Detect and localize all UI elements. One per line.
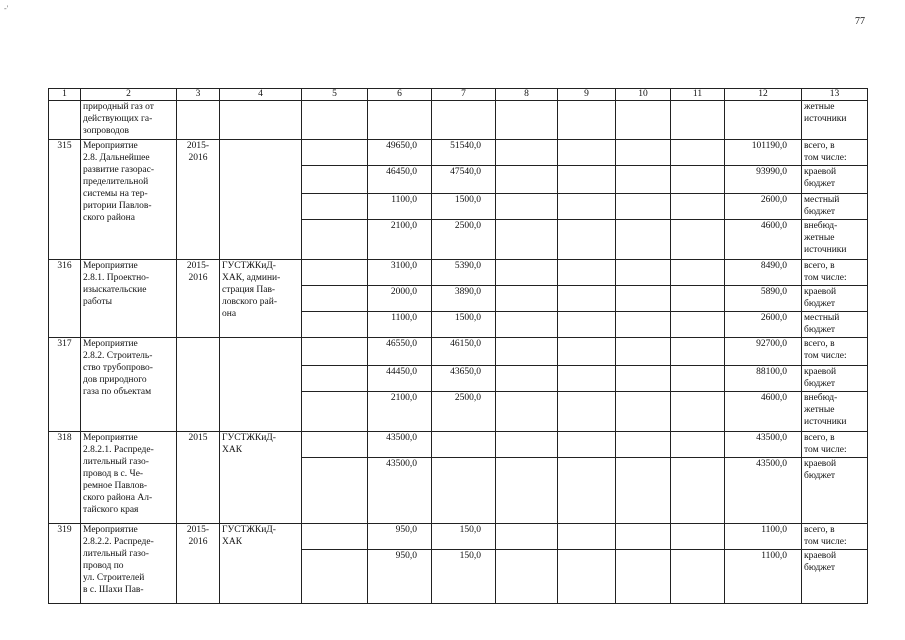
col11-cell	[671, 366, 725, 392]
col9-cell	[558, 458, 616, 524]
col9-cell	[558, 101, 616, 140]
funding-source-cell: внебюд- жетные источники	[802, 220, 868, 260]
col5-cell	[302, 194, 368, 220]
amount-2015-cell: 2100,0	[368, 220, 432, 260]
col10-cell	[616, 312, 671, 338]
measure-name-cell: природный газ от действующих га- зопроводов	[81, 101, 177, 140]
funding-source-cell: всего, в том числе:	[802, 260, 868, 286]
funding-source-cell: краевой бюджет	[802, 166, 868, 194]
row-number-cell	[49, 101, 81, 140]
col10-cell	[616, 260, 671, 286]
header-cell: 1	[49, 89, 81, 101]
amount-2016-cell: 51540,0	[432, 140, 496, 166]
col11-cell	[671, 220, 725, 260]
total-cell: 4600,0	[725, 220, 802, 260]
measure-row	[49, 338, 868, 366]
executor-cell: ГУСТЖКиД- ХАК	[220, 524, 302, 604]
amount-2015-cell: 1100,0	[368, 312, 432, 338]
col9-cell	[558, 338, 616, 366]
measure-row	[49, 140, 868, 166]
total-cell: 1100,0	[725, 524, 802, 550]
col9-cell	[558, 166, 616, 194]
col5-cell	[302, 524, 368, 550]
row-number-cell: 318	[49, 432, 81, 524]
col5-cell	[302, 392, 368, 432]
funding-source-cell: местный бюджет	[802, 312, 868, 338]
measure-row	[49, 432, 868, 458]
total-cell: 5890,0	[725, 286, 802, 312]
col11-cell	[671, 338, 725, 366]
scan-mark: -'	[4, 4, 9, 13]
period-cell: 2015- 2016	[177, 260, 220, 338]
header-cell: 7	[432, 89, 496, 101]
col8-cell	[496, 432, 558, 458]
amount-2016-cell: 3890,0	[432, 286, 496, 312]
col5-cell	[302, 550, 368, 604]
col9-cell	[558, 140, 616, 166]
header-cell: 12	[725, 89, 802, 101]
col10-cell	[616, 366, 671, 392]
amount-2016-cell	[432, 432, 496, 458]
amount-2015-cell: 2100,0	[368, 392, 432, 432]
header-cell: 10	[616, 89, 671, 101]
col7-cell	[432, 101, 496, 140]
header-cell: 13	[802, 89, 868, 101]
col5-cell	[302, 286, 368, 312]
amount-2015-cell: 950,0	[368, 524, 432, 550]
header-cell: 3	[177, 89, 220, 101]
header-cell: 2	[81, 89, 177, 101]
amount-2016-cell: 150,0	[432, 550, 496, 604]
executor-cell	[220, 101, 302, 140]
total-cell: 88100,0	[725, 366, 802, 392]
col10-cell	[616, 338, 671, 366]
header-cell: 9	[558, 89, 616, 101]
amount-2015-cell: 43500,0	[368, 432, 432, 458]
funding-source-cell: всего, в том числе:	[802, 524, 868, 550]
col10-cell	[616, 194, 671, 220]
col11-cell	[671, 312, 725, 338]
total-cell: 101190,0	[725, 140, 802, 166]
col9-cell	[558, 194, 616, 220]
total-cell: 1100,0	[725, 550, 802, 604]
amount-2016-cell: 5390,0	[432, 260, 496, 286]
col9-cell	[558, 260, 616, 286]
col5-cell	[302, 166, 368, 194]
col6-cell	[368, 101, 432, 140]
col11-cell	[671, 101, 725, 140]
amount-2015-cell: 1100,0	[368, 194, 432, 220]
amount-2016-cell: 2500,0	[432, 392, 496, 432]
funding-source-cell: местный бюджет	[802, 194, 868, 220]
col10-cell	[616, 166, 671, 194]
col11-cell	[671, 260, 725, 286]
amount-2016-cell	[432, 458, 496, 524]
measure-row	[49, 524, 868, 550]
col10-cell	[616, 432, 671, 458]
total-cell: 2600,0	[725, 312, 802, 338]
col10-cell	[616, 101, 671, 140]
funding-source-cell: краевой бюджет	[802, 458, 868, 524]
header-cell: 5	[302, 89, 368, 101]
amount-2016-cell: 150,0	[432, 524, 496, 550]
row-number-cell: 319	[49, 524, 81, 604]
amount-2015-cell: 3100,0	[368, 260, 432, 286]
amount-2015-cell: 44450,0	[368, 366, 432, 392]
executor-cell	[220, 140, 302, 260]
col8-cell	[496, 101, 558, 140]
amount-2016-cell: 1500,0	[432, 194, 496, 220]
col8-cell	[496, 260, 558, 286]
header-cell: 8	[496, 89, 558, 101]
col9-cell	[558, 366, 616, 392]
col9-cell	[558, 432, 616, 458]
col8-cell	[496, 550, 558, 604]
total-cell: 2600,0	[725, 194, 802, 220]
total-cell: 8490,0	[725, 260, 802, 286]
period-cell	[177, 338, 220, 432]
amount-2015-cell: 49650,0	[368, 140, 432, 166]
col11-cell	[671, 166, 725, 194]
header-cell: 6	[368, 89, 432, 101]
col8-cell	[496, 312, 558, 338]
col5-cell	[302, 260, 368, 286]
amount-2016-cell: 1500,0	[432, 312, 496, 338]
measure-name-cell: Мероприятие 2.8.1. Проектно- изыскательские работы	[81, 260, 177, 338]
col11-cell	[671, 286, 725, 312]
col11-cell	[671, 524, 725, 550]
col11-cell	[671, 458, 725, 524]
col10-cell	[616, 286, 671, 312]
funding-source-cell: всего, в том числе:	[802, 140, 868, 166]
col11-cell	[671, 432, 725, 458]
row-number-cell: 317	[49, 338, 81, 432]
col5-cell	[302, 432, 368, 458]
measure-name-cell: Мероприятие 2.8.2.2. Распреде- лительный газо- провод по ул. Строителей в с. Шахи Пав-	[81, 524, 177, 604]
col9-cell	[558, 220, 616, 260]
col9-cell	[558, 286, 616, 312]
col9-cell	[558, 550, 616, 604]
funding-source-cell: всего, в том числе:	[802, 432, 868, 458]
col10-cell	[616, 140, 671, 166]
col8-cell	[496, 392, 558, 432]
amount-2016-cell: 43650,0	[432, 366, 496, 392]
col8-cell	[496, 338, 558, 366]
col8-cell	[496, 140, 558, 166]
col10-cell	[616, 550, 671, 604]
amount-2015-cell: 2000,0	[368, 286, 432, 312]
col8-cell	[496, 366, 558, 392]
amount-2015-cell: 46550,0	[368, 338, 432, 366]
col10-cell	[616, 458, 671, 524]
col5-cell	[302, 220, 368, 260]
measure-row	[49, 260, 868, 286]
executor-cell: ГУСТЖКиД- ХАК, админи- страция Пав- ловского рай- она	[220, 260, 302, 338]
col5-cell	[302, 312, 368, 338]
measure-name-cell: Мероприятие 2.8. Дальнейшее развитие газорас- пределительной системы на тер- ритории Павлов- ского района	[81, 140, 177, 260]
continuation-row	[49, 101, 868, 140]
program-measures-table	[48, 88, 868, 604]
col5-cell	[302, 101, 368, 140]
col8-cell	[496, 458, 558, 524]
col11-cell	[671, 550, 725, 604]
funding-source-cell: краевой бюджет	[802, 286, 868, 312]
col8-cell	[496, 166, 558, 194]
row-number-cell: 315	[49, 140, 81, 260]
col5-cell	[302, 366, 368, 392]
total-cell	[725, 101, 802, 140]
total-cell: 43500,0	[725, 432, 802, 458]
amount-2016-cell: 2500,0	[432, 220, 496, 260]
executor-cell: ГУСТЖКиД- ХАК	[220, 432, 302, 524]
col10-cell	[616, 524, 671, 550]
page-number: 77	[855, 16, 865, 27]
funding-source-cell: жетные источники	[802, 101, 868, 140]
col9-cell	[558, 392, 616, 432]
col8-cell	[496, 194, 558, 220]
col11-cell	[671, 392, 725, 432]
col5-cell	[302, 338, 368, 366]
period-cell	[177, 101, 220, 140]
total-cell: 43500,0	[725, 458, 802, 524]
amount-2015-cell: 43500,0	[368, 458, 432, 524]
period-cell: 2015	[177, 432, 220, 524]
total-cell: 92700,0	[725, 338, 802, 366]
period-cell: 2015- 2016	[177, 140, 220, 260]
col8-cell	[496, 286, 558, 312]
measure-name-cell: Мероприятие 2.8.2. Строитель- ство трубопрово- дов природного газа по объектам	[81, 338, 177, 432]
total-cell: 4600,0	[725, 392, 802, 432]
col11-cell	[671, 194, 725, 220]
funding-source-cell: краевой бюджет	[802, 550, 868, 604]
amount-2016-cell: 46150,0	[432, 338, 496, 366]
funding-source-cell: всего, в том числе:	[802, 338, 868, 366]
col9-cell	[558, 524, 616, 550]
amount-2016-cell: 47540,0	[432, 166, 496, 194]
amount-2015-cell: 950,0	[368, 550, 432, 604]
col8-cell	[496, 524, 558, 550]
funding-source-cell: внебюд- жетные источники	[802, 392, 868, 432]
col10-cell	[616, 220, 671, 260]
amount-2015-cell: 46450,0	[368, 166, 432, 194]
row-number-cell: 316	[49, 260, 81, 338]
period-cell: 2015- 2016	[177, 524, 220, 604]
header-cell: 11	[671, 89, 725, 101]
executor-cell	[220, 338, 302, 432]
col9-cell	[558, 312, 616, 338]
column-number-header	[49, 89, 868, 101]
funding-source-cell: краевой бюджет	[802, 366, 868, 392]
col5-cell	[302, 140, 368, 166]
col10-cell	[616, 392, 671, 432]
col5-cell	[302, 458, 368, 524]
col8-cell	[496, 220, 558, 260]
header-cell: 4	[220, 89, 302, 101]
total-cell: 93990,0	[725, 166, 802, 194]
col11-cell	[671, 140, 725, 166]
measure-name-cell: Мероприятие 2.8.2.1. Распреде- лительный газо- провод в с. Че- ремное Павлов- ского района Ал- тайского края	[81, 432, 177, 524]
